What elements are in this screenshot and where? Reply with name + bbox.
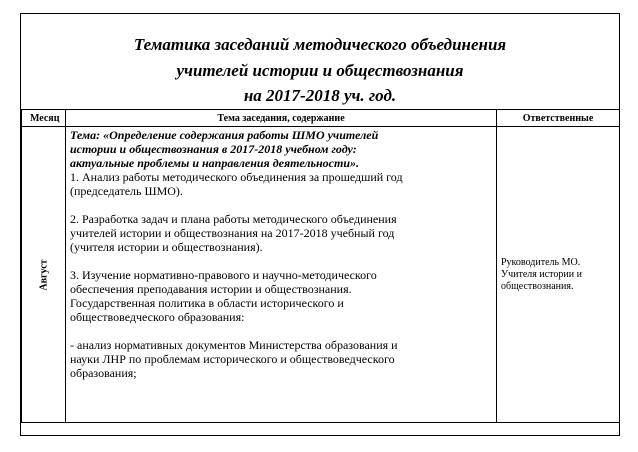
- table-row: [22, 127, 620, 423]
- month-cell: [22, 127, 66, 423]
- item-2-line: учителей истории и обществознания на 2017-2018 учебный год: [70, 226, 395, 240]
- responsible-line: Руководитель МО.: [501, 256, 581, 268]
- document-page: [20, 13, 620, 436]
- title-line-1: Тематика заседаний методического объединения: [133, 35, 507, 54]
- title-line-3: на 2017-2018 уч. год.: [243, 86, 397, 105]
- header-responsible: Ответственные: [497, 110, 620, 127]
- item-4-line: - анализ нормативных документов Министерства образования и: [70, 338, 398, 352]
- item-1-line: 1. Анализ работы методического объединения за прошедший год: [70, 170, 403, 184]
- schedule-table: [21, 109, 620, 423]
- topic-line: истории и обществознания в 2017-2018 учебном году:: [70, 142, 357, 156]
- spacer: [70, 324, 492, 338]
- responsible-cell: [497, 127, 620, 423]
- responsible-line: обществознания.: [501, 280, 574, 292]
- month-label: Август: [38, 258, 49, 291]
- spacer: [70, 254, 492, 268]
- title-line-2: учителей истории и обществознания: [176, 61, 464, 80]
- title-block: [21, 14, 619, 109]
- item-3-line: Государственная политика в области исторического и: [70, 296, 344, 310]
- item-3-line: обществоведческого образования:: [70, 310, 245, 324]
- header-month: Месяц: [22, 110, 66, 127]
- header-topic: Тема заседания, содержание: [66, 110, 497, 127]
- responsible-line: Учителя истории и: [501, 268, 582, 280]
- item-4-line: науки ЛНР по проблемам исторического и обществоведческого: [70, 352, 395, 366]
- item-2-line: 2. Разработка задач и плана работы методического объединения: [70, 212, 397, 226]
- table-header-row: [22, 110, 620, 127]
- item-3-line: 3. Изучение нормативно-правового и научно-методического: [70, 268, 377, 282]
- spacer: [70, 198, 492, 212]
- item-4-line: образования;: [70, 366, 137, 380]
- topic-cell: [66, 127, 497, 423]
- item-3-line: обеспечения преподавания истории и обществознания.: [70, 282, 352, 296]
- topic-line: Тема: «Определение содержания работы ШМО учителей: [70, 128, 379, 142]
- item-2-line: (учителя истории и обществознания).: [70, 240, 263, 254]
- topic-line: актуальные проблемы и направления деятельности».: [70, 156, 360, 170]
- item-1-line: (председатель ШМО).: [70, 184, 183, 198]
